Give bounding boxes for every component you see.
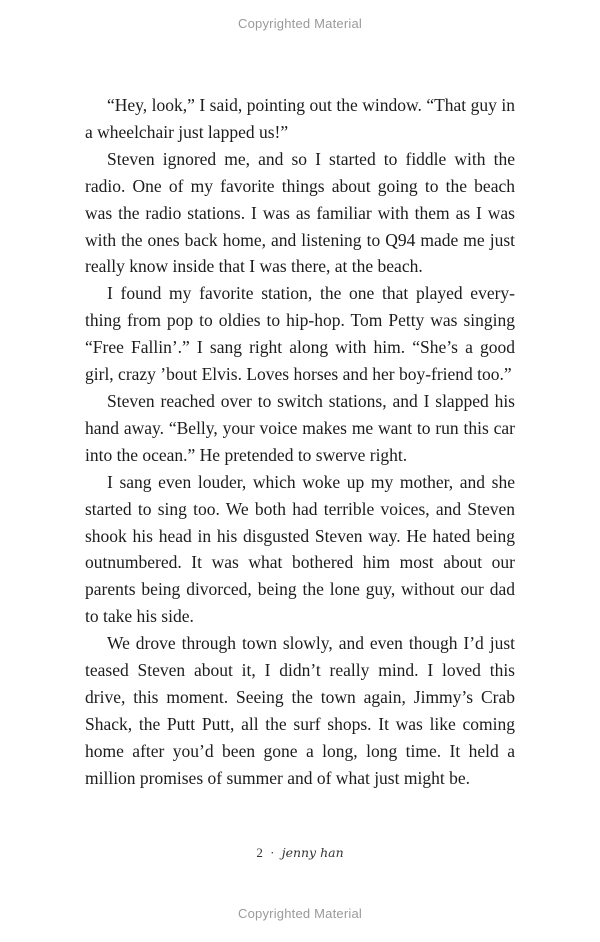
footer-separator: · [270, 845, 275, 860]
paragraph: We drove through town slowly, and even though I’d just teased Steven about it, I didn’t really mind. I loved this drive, this moment. Seeing the town again, Jimmy’s Crab Shack, the Putt Putt, all the surf shops. It was like coming home after you’d been gone a long, long time. It held a million promises of summer and of what just might be. [85, 633, 515, 788]
page-footer [0, 845, 600, 861]
author-name: jenny han [281, 845, 344, 860]
page-body-text [85, 92, 515, 792]
copyright-watermark-bottom: Copyrighted Material [238, 906, 362, 921]
paragraph: Steven reached over to switch stations, and I slapped his hand away. “Belly, your voice makes me want to run this car into the ocean.” He pretended to swerve right. [85, 390, 515, 465]
page-number: 2 [256, 845, 263, 860]
paragraph: “Hey, look,” I said, pointing out the window. “That guy in a wheelchair just lapped us!” [85, 95, 515, 142]
paragraph: I sang even louder, which woke up my mother, and she started to sing too. We both had terrible voices, and Steven shook his head in his disgusted Steven way. He hated being outnumbered. It was what bothered him most about our parents being divorced, being the lone guy, without our dad to take his side. [85, 471, 515, 627]
copyright-watermark-top: Copyrighted Material [238, 16, 362, 31]
paragraph: I found my favorite station, the one that played every-thing from pop to oldies to hip-hop. Tom Petty was singing “Free Fallin’.” I sang right along with him. “She’s a good girl, crazy ’bout Elvis. Loves horses and her boy-friend too.” [85, 283, 515, 385]
paragraph: Steven ignored me, and so I started to fiddle with the radio. One of my favorite things about going to the beach was the radio stations. I was as familiar with them as I was with the ones back home, and listening to Q94 made me just really know inside that I was there, at the beach. [85, 148, 515, 277]
